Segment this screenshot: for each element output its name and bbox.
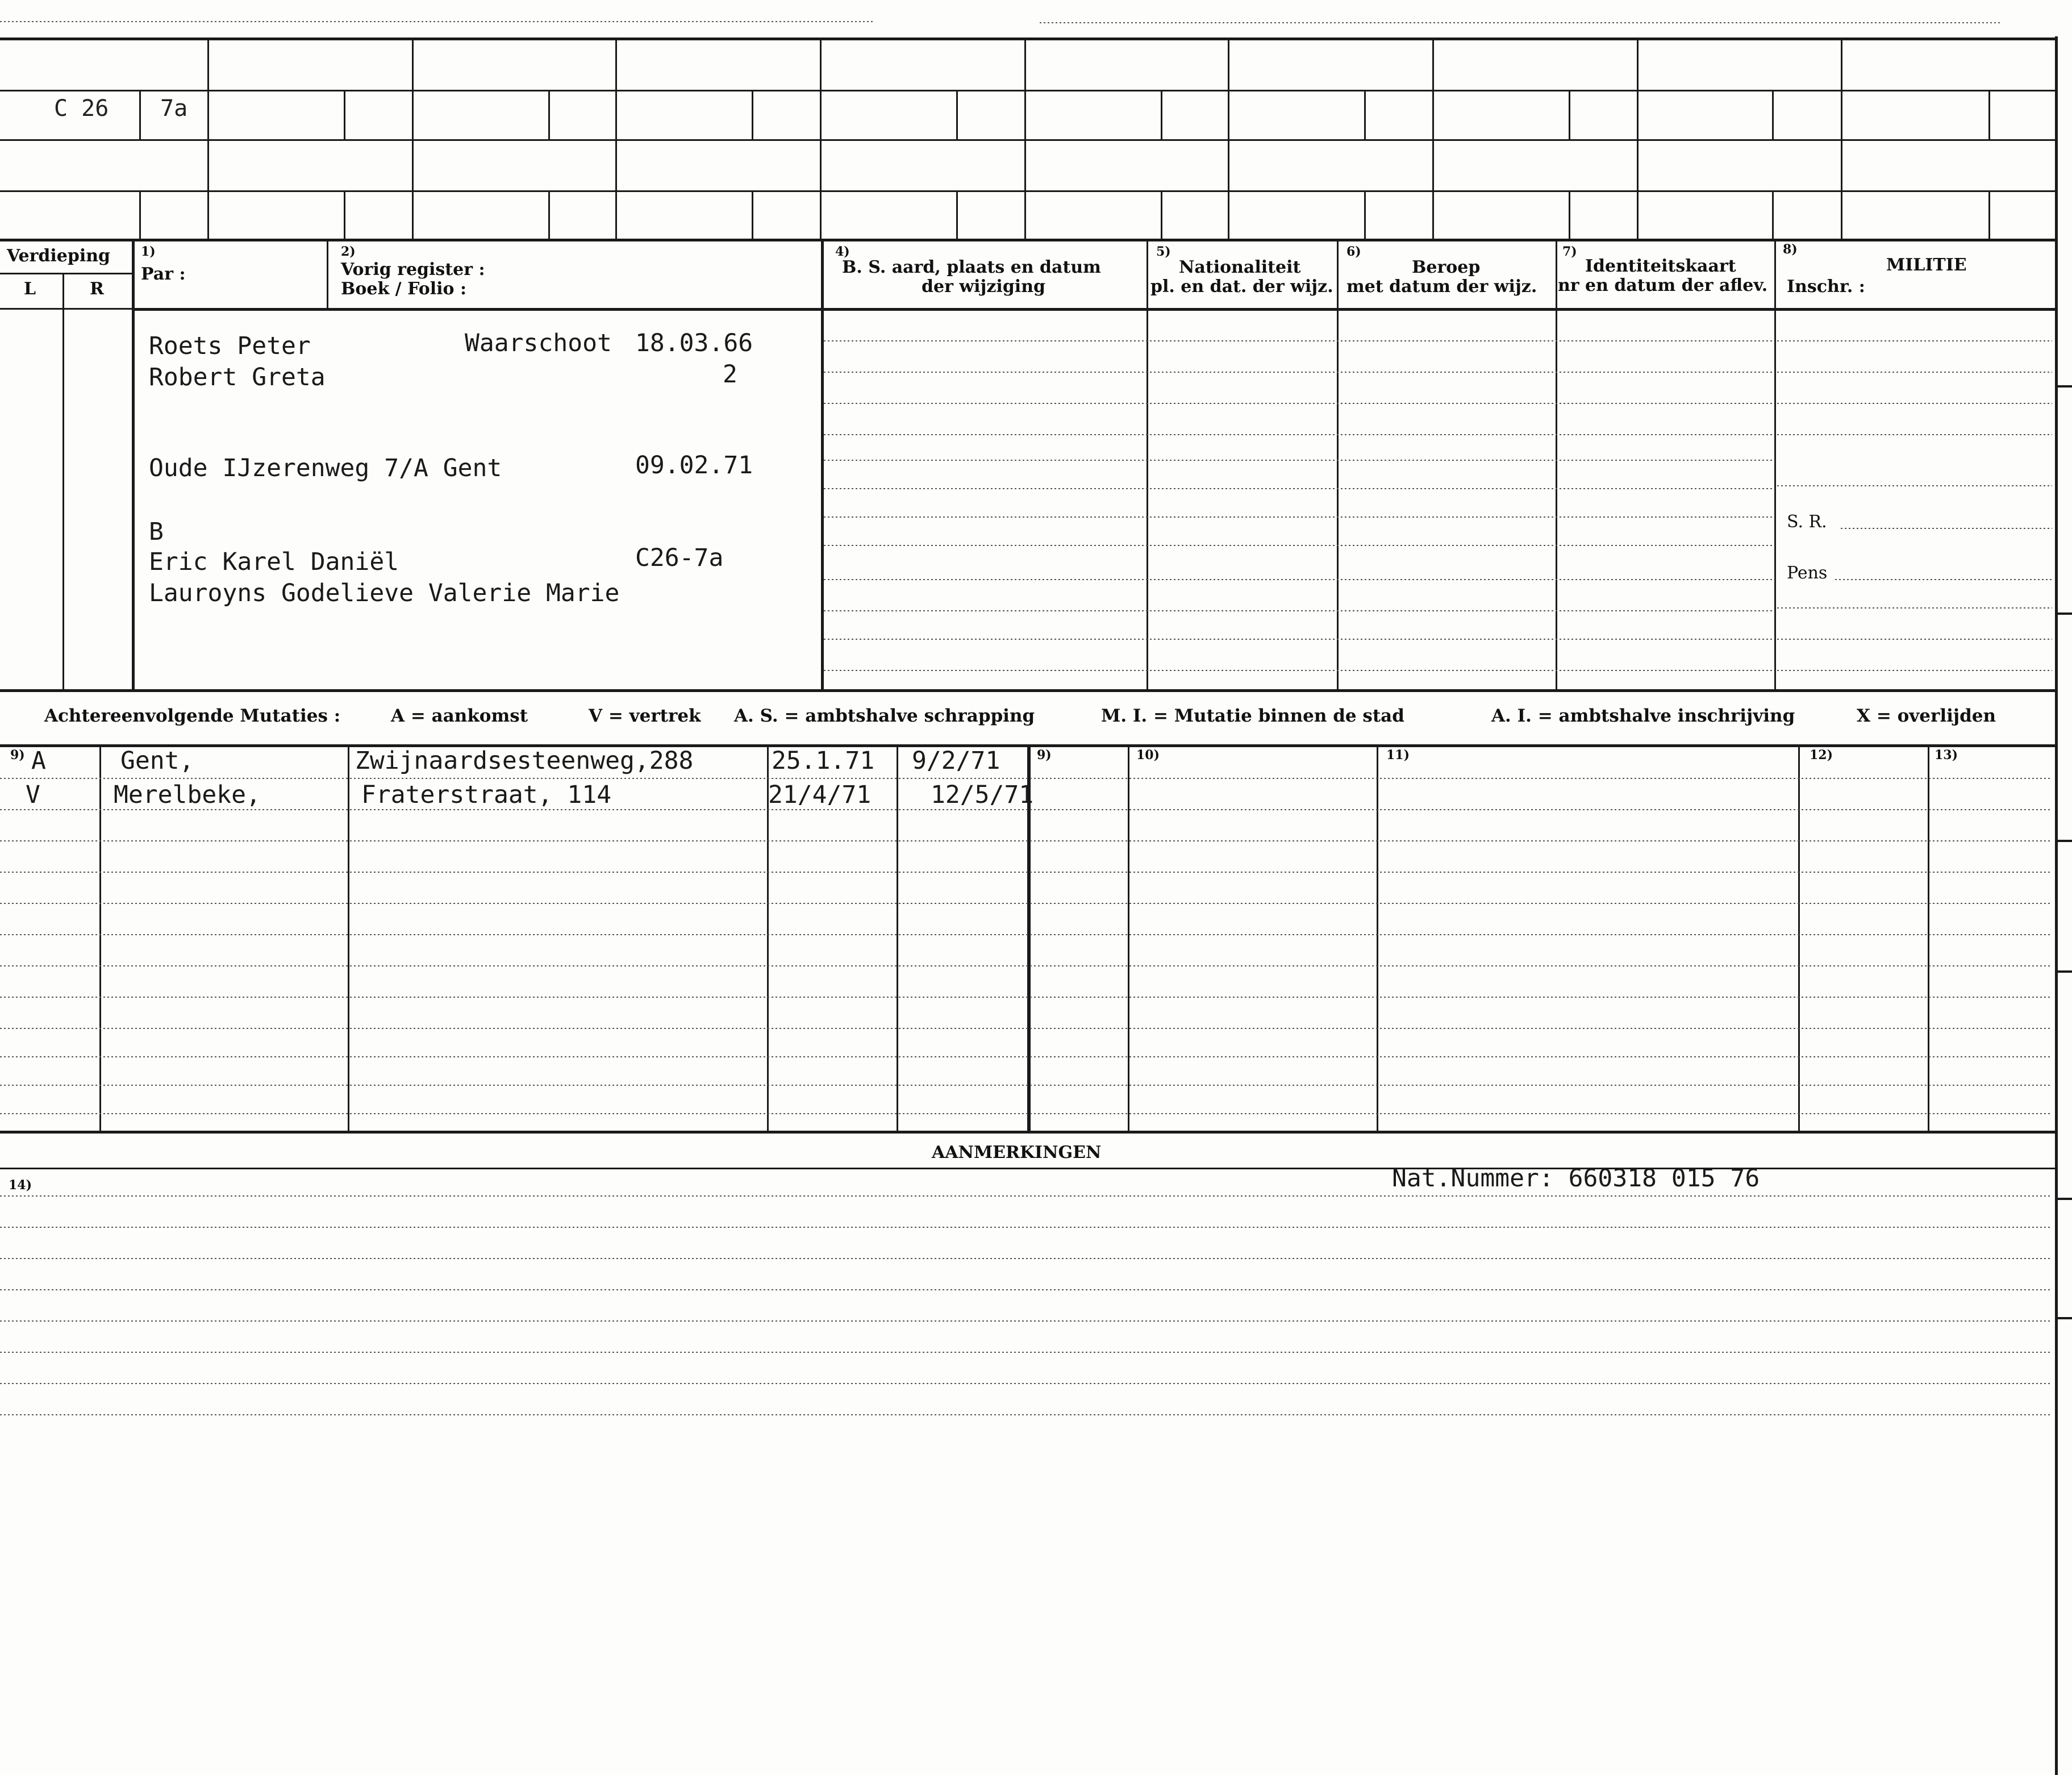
mutation-date2: 12/5/71 (931, 781, 1034, 809)
mutation-date2: 9/2/71 (912, 747, 1000, 775)
card-number: 7a (160, 95, 188, 122)
legend-mi: M. I. = Mutatie binnen de stad (1101, 706, 1404, 726)
address-date: 09.02.71 (635, 451, 753, 480)
mutation-place: Merelbeke, (114, 781, 261, 809)
child-1-name: Eric Karel Daniël (149, 548, 399, 576)
floor-label: Verdieping (7, 246, 111, 266)
inschr-label: Inschr. : (1787, 277, 1865, 297)
mut-col-11: 11) (1386, 748, 1410, 763)
legend-v: V = vertrek (589, 706, 701, 726)
register-num: 2) (341, 244, 356, 259)
mutation-date1: 25.1.71 (772, 747, 875, 775)
legend-a: A = aankomst (391, 706, 528, 726)
par-label: Par : (141, 264, 186, 284)
legend-x: X = overlijden (1857, 706, 1996, 726)
mutation-street: Fraterstraat, 114 (361, 781, 612, 809)
remarks-num: 14) (9, 1178, 32, 1193)
remarks-title: AANMERKINGEN (932, 1143, 1102, 1162)
beroep-label-1: Beroep (1412, 257, 1481, 277)
militie-num: 8) (1783, 242, 1798, 257)
par-num: 1) (141, 244, 156, 259)
card-code: C 26 (54, 95, 109, 122)
nat-label-1: Nationaliteit (1179, 257, 1301, 277)
mutation-type: V (26, 781, 40, 809)
floor-right-label: R (90, 279, 104, 299)
address: Oude IJzerenweg 7/A Gent (149, 454, 502, 482)
member-2-extra: 2 (723, 360, 737, 389)
mutation-street: Zwijnaardsesteenweg,288 (355, 747, 694, 775)
bs-num: 4) (835, 244, 850, 259)
member-2-name: Robert Greta (149, 363, 326, 391)
id-label-2: nr en datum der aflev. (1558, 276, 1768, 295)
militie-label: MILITIE (1886, 255, 1967, 275)
legend-as: A. S. = ambtshalve schrapping (734, 706, 1035, 726)
register-label: Vorig register : (341, 260, 485, 280)
child-1-ref: C26-7a (635, 544, 724, 572)
boek-label: Boek / Folio : (341, 279, 467, 299)
sr-label: S. R. (1787, 512, 1827, 532)
child-2-name: Lauroyns Godelieve Valerie Marie (149, 579, 620, 607)
mutation-date1: 21/4/71 (768, 781, 872, 809)
nat-label-2: pl. en dat. der wijz. (1150, 277, 1333, 297)
member-1-date: 18.03.66 (635, 329, 753, 357)
mutation-type: A (31, 747, 46, 775)
beroep-label-2: met datum der wijz. (1346, 277, 1537, 297)
floor-left-label: L (24, 279, 36, 299)
beroep-num: 6) (1346, 244, 1361, 259)
nat-num: 5) (1156, 244, 1171, 259)
section-letter: B (149, 518, 164, 546)
mut-col-13: 13) (1935, 748, 1958, 763)
pens-label: Pens (1787, 563, 1828, 583)
bs-label-2: der wijziging (922, 277, 1045, 297)
mut-col-10: 10) (1136, 748, 1160, 763)
mutations-title: Achtereenvolgende Mutaties : (44, 706, 341, 726)
id-label-1: Identiteitskaart (1585, 256, 1736, 276)
member-1-name: Roets Peter (149, 332, 311, 360)
mut-col-9b: 9) (1037, 748, 1052, 763)
id-num: 7) (1562, 244, 1577, 259)
member-1-place: Waarschoot (465, 329, 612, 357)
mut-col-9: 9) (10, 748, 25, 763)
national-number: Nat.Nummer: 660318 015 76 (1392, 1164, 1760, 1193)
mutation-place: Gent, (120, 747, 194, 775)
legend-ai: A. I. = ambtshalve inschrijving (1491, 706, 1795, 726)
bs-label-1: B. S. aard, plaats en datum (842, 257, 1101, 277)
mut-col-12: 12) (1810, 748, 1833, 763)
